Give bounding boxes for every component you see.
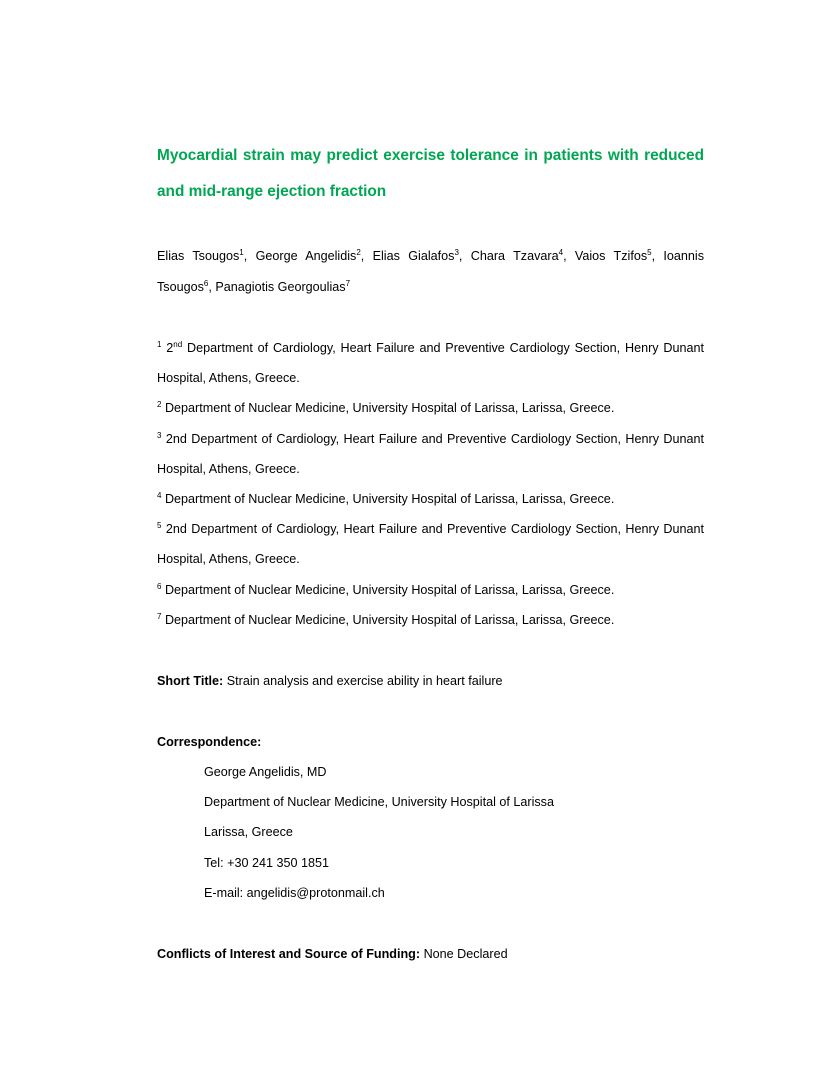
author-name: Panagiotis Georgoulias	[215, 280, 346, 294]
correspondence-label: Correspondence:	[157, 735, 262, 749]
author-affil-mark: 1	[239, 247, 244, 257]
affiliation-item	[157, 605, 704, 635]
affiliation-text: Department of Nuclear Medicine, University Hospital of Larissa, Larissa, Greece.	[164, 612, 615, 627]
author-affil-mark: 2	[356, 247, 361, 257]
author-affil-mark: 4	[558, 247, 564, 257]
affiliation-item	[157, 514, 704, 574]
affiliation-text: 2nd Department of Cardiology, Heart Failure and Preventive Cardiology Section, Henry Dunant Hospital, Athens, Greece.	[157, 522, 705, 567]
affiliation-number: 2	[157, 400, 162, 410]
affiliation-ordinal-number: 2	[166, 341, 174, 355]
affiliation-text: Department of Nuclear Medicine, University Hospital of Larissa, Larissa, Greece.	[164, 492, 615, 507]
short-title-label: Short Title:	[157, 674, 224, 688]
author-name: Ioannis Tsougos	[157, 249, 705, 294]
affiliation-number: 5	[157, 521, 162, 531]
author-affil-mark: 7	[345, 278, 351, 288]
conflicts-value: None Declared	[423, 947, 508, 961]
author-name: Chara Tzavara	[470, 249, 559, 263]
author-name: Elias Tsougos	[157, 249, 240, 263]
author-affil-mark: 5	[647, 247, 652, 257]
conflicts-statement	[157, 939, 704, 969]
affiliation-number: 4	[157, 490, 162, 500]
short-title-value: Strain analysis and exercise ability in heart failure	[226, 674, 503, 688]
author-list: Elias Tsougos$^1$, George Angelidis$^2$, Elias Gialafos$^3$, Chara Tzavara$^4$, Vaios Tzifos$^5$, Ioannis Tsougos$^6$, Panagiotis Georgoulias$^7$	[157, 247, 705, 294]
affiliation-text: 2nd Department of Cardiology, Heart Failure and Preventive Cardiology Section, Henry Dunant Hospital, Athens, Greece.	[157, 431, 705, 476]
affiliation-number: 7	[157, 611, 162, 621]
affiliation-number: 1	[157, 339, 162, 349]
conflicts-label: Conflicts of Interest and Source of Funding:	[157, 947, 421, 961]
author-name: Elias Gialafos	[372, 249, 455, 263]
affiliation-list	[157, 333, 704, 635]
affiliation-item	[157, 333, 704, 393]
affiliation-number: 3	[157, 430, 162, 440]
correspondence-name: George Angelidis, MD	[204, 765, 327, 779]
correspondence-email: E-mail: angelidis@protonmail.ch	[204, 885, 385, 900]
affiliation-item	[157, 393, 704, 423]
author-affil-mark: 3	[454, 247, 459, 257]
author-name: Vaios Tzifos	[574, 249, 648, 263]
affiliation-text: Department of Nuclear Medicine, University Hospital of Larissa, Larissa, Greece.	[164, 582, 615, 597]
author-name: George Angelidis	[255, 249, 357, 263]
affiliation-item	[157, 484, 704, 514]
affiliation-number: 6	[157, 581, 162, 591]
correspondence-location: Larissa, Greece	[204, 825, 293, 840]
short-title	[157, 666, 704, 696]
correspondence-block	[204, 757, 704, 908]
affiliation-ordinal-suffix: nd	[173, 339, 183, 349]
correspondence-phone: Tel: +30 241 350 1851	[204, 855, 329, 870]
affiliation-text: Department of Nuclear Medicine, University Hospital of Larissa, Larissa, Greece.	[164, 401, 615, 416]
affiliation-item	[157, 575, 704, 605]
affiliation-item	[157, 424, 704, 484]
author-affil-mark: 6	[203, 278, 209, 288]
correspondence-department: Department of Nuclear Medicine, University Hospital of Larissa	[204, 795, 554, 810]
affiliation-text: Department of Cardiology, Heart Failure and Preventive Cardiology Section, Henry Dunant Hospital, Athens, Greece.	[157, 341, 704, 386]
paper-title: Myocardial strain may predict exercise tolerance in patients with reduced and mid-range ejection fraction	[157, 147, 704, 200]
